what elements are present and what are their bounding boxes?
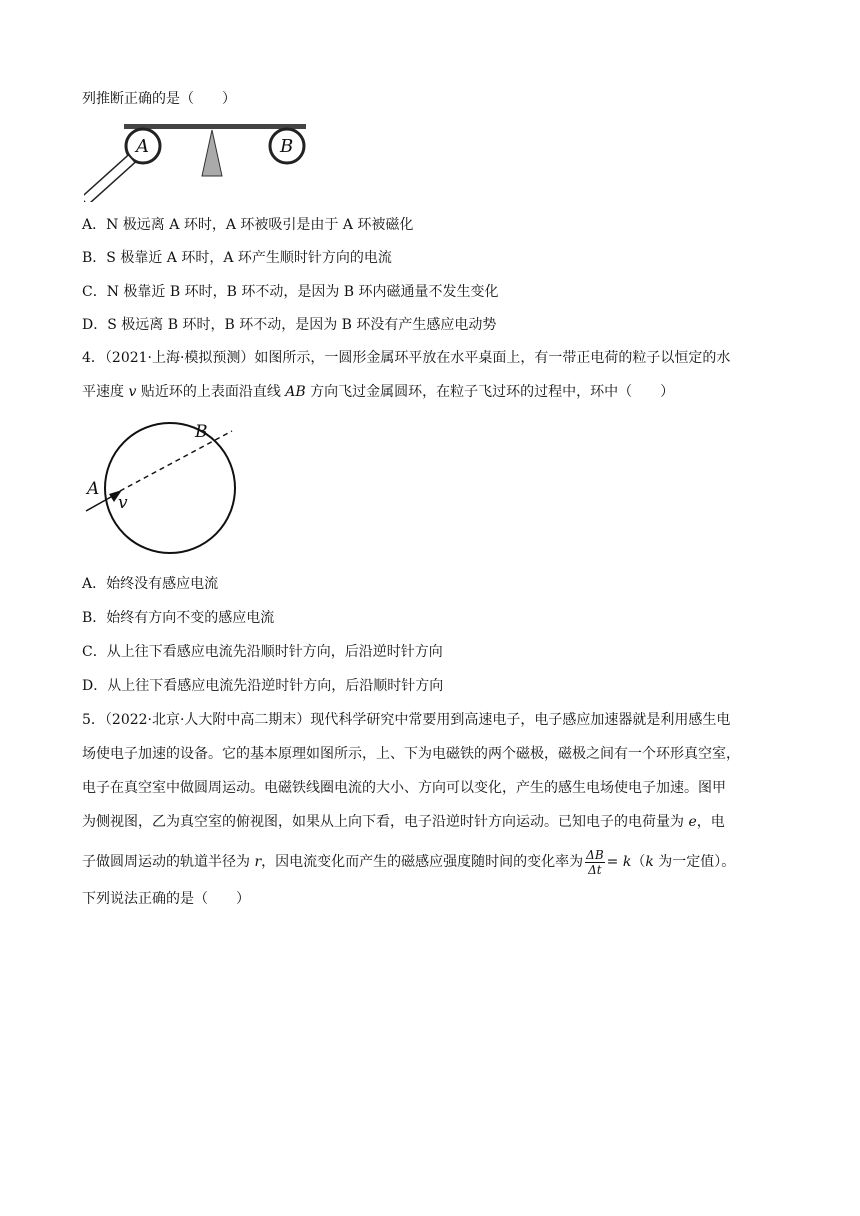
ring-a-label: A: [136, 136, 149, 157]
q3-stem-tail: 列推断正确的是（ ）: [82, 91, 236, 107]
path-ab-dashed: [120, 431, 232, 491]
q3-option-b: B．S 极靠近 A 环时，A 环产生顺时针方向的电流: [82, 250, 392, 266]
q5-line3: 电子在真空室中做圆周运动。电磁铁线圈电流的大小、方向可以变化，产生的感生电场使电子加速。图甲: [82, 780, 726, 796]
rate-fraction: $\frac{\Delta B}{\Delta t}$: [586, 847, 604, 877]
q5-line1: 5．（2022·北京·人大附中高二期末）现代科学研究中常要用到高速电子，电子感应加速器就是利用感生电: [82, 712, 731, 728]
q3-option-d: D．S 极远离 B 环时，B 环不动，是因为 B 环没有产生感应电动势: [82, 317, 497, 333]
q4-option-c: C．从上往下看感应电流先沿顺时针方向，后沿逆时针方向: [82, 644, 443, 660]
pivot-wedge: [202, 130, 222, 176]
label-b: B: [195, 422, 208, 442]
q4-stem-line2: 平速度 v 贴近环的上表面沿直线 AB 方向飞过金属圆环，在粒子飞过环的过程中，环中（ ）: [82, 384, 675, 400]
q4-option-b: B．始终有方向不变的感应电流: [82, 610, 275, 626]
bar-magnet: [84, 155, 135, 202]
q4-figure: [84, 418, 254, 558]
q5-line6: 下列说法正确的是（ ）: [82, 891, 250, 907]
q5-line4: 为侧视图，乙为真空室的俯视图，如果从上向下看，电子沿逆时针方向运动。已知电子的电荷量为 e，电: [82, 814, 725, 830]
ring-b-label: B: [280, 136, 294, 157]
q3-option-c: C．N 极靠近 B 环时，B 环不动，是因为 B 环内磁通量不发生变化: [82, 284, 499, 300]
q5-line2: 场使电子加速的设备。它的基本原理如图所示，上、下为电磁铁的两个磁极，磁极之间有一个环形真空室，: [82, 746, 740, 762]
label-a: A: [87, 479, 100, 499]
q4-option-d: D．从上往下看感应电流先沿逆时针方向，后沿顺时针方向: [82, 678, 444, 694]
q4-option-a: A．始终没有感应电流: [82, 576, 219, 592]
balance-bar: [124, 124, 306, 129]
label-v: v: [118, 493, 128, 513]
q5-line5: 子做圆周运动的轨道半径为 r，因电流变化而产生的磁感应强度随时间的变化率为 $\frac{\Delta B}{\Delta t}$ = k（k 为一定值）。: [82, 847, 736, 877]
metal-ring: [105, 423, 235, 553]
q4-stem-line1: 4．（2021·上海·模拟预测）如图所示，一圆形金属环平放在水平桌面上，有一带正电荷的粒子以恒定的水: [82, 350, 731, 366]
q3-figure: [84, 118, 314, 202]
q3-option-a: A．N 极远离 A 环时，A 环被吸引是由于 A 环被磁化: [82, 217, 414, 233]
